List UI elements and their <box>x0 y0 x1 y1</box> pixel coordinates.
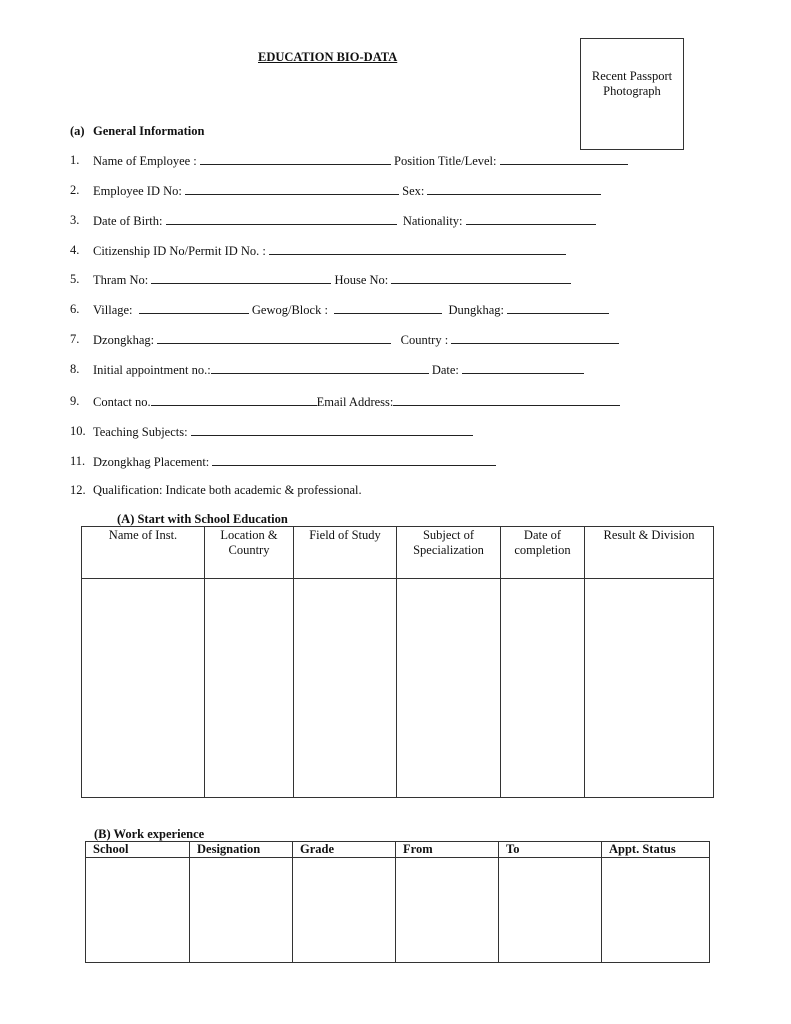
field-number: 8. <box>70 362 80 376</box>
work-experience-table <box>85 841 710 963</box>
dzongkhag-placement-label: Dzongkhag Placement: <box>93 455 210 469</box>
employee-name-field[interactable] <box>200 153 391 165</box>
employee-name-label: Name of Employee : <box>93 154 197 168</box>
thram-no-label: Thram No: <box>93 273 149 287</box>
column-header-grade: Grade <box>293 842 396 858</box>
initial-appointment-field[interactable] <box>211 362 429 374</box>
position-title-label: Position Title/Level: <box>394 154 497 168</box>
dzongkhag-label: Dzongkhag: <box>93 333 155 347</box>
section-tag: (a) <box>70 124 85 138</box>
field-row-date-of-birth <box>93 213 596 229</box>
column-header-field-of-study: Field of Study <box>294 527 397 579</box>
email-address-field[interactable] <box>393 394 620 406</box>
column-header-to: To <box>499 842 602 858</box>
column-header-appt-status: Appt. Status <box>602 842 710 858</box>
field-number: 9. <box>70 394 80 408</box>
table-cell[interactable] <box>205 579 294 798</box>
date-field[interactable] <box>462 362 584 374</box>
field-row-qualification <box>93 483 362 498</box>
field-number: 11. <box>70 454 86 468</box>
field-row-village-gewog-dungkhag <box>93 302 609 318</box>
contact-no-field[interactable] <box>151 394 317 406</box>
table-header-row <box>82 527 714 579</box>
column-header-designation: Designation <box>190 842 293 858</box>
table-cell[interactable] <box>190 858 293 963</box>
column-header-date-of-completion: Date of completion <box>501 527 585 579</box>
column-header-school: School <box>86 842 190 858</box>
field-row-initial-appointment <box>93 362 584 378</box>
dungkhag-label: Dungkhag: <box>448 303 504 317</box>
field-row-dzongkhag-country <box>93 332 619 348</box>
field-number: 2. <box>70 183 80 197</box>
photo-placeholder-text <box>592 69 672 149</box>
table-header-row <box>86 842 710 858</box>
contact-no-label: Contact no. <box>93 395 151 409</box>
field-row-citizenship-id <box>93 243 566 259</box>
house-no-label: House No: <box>334 273 389 287</box>
date-of-birth-field[interactable] <box>166 213 397 225</box>
dzongkhag-placement-field[interactable] <box>212 454 496 466</box>
teaching-subjects-field[interactable] <box>191 424 473 436</box>
photo-label-line1: Recent Passport <box>591 69 673 83</box>
dzongkhag-field[interactable] <box>157 332 391 344</box>
table-row <box>86 858 710 963</box>
section-general-information-heading <box>70 124 204 139</box>
field-row-contact-email <box>93 394 620 410</box>
school-education-heading: (A) Start with School Education <box>117 512 288 526</box>
sex-field[interactable] <box>427 183 601 195</box>
table-cell[interactable] <box>396 858 499 963</box>
field-row-thram-house <box>93 272 571 288</box>
column-header-subject-of-specialization: Subject of Specialization <box>397 527 501 579</box>
gewog-block-label: Gewog/Block : <box>251 303 328 317</box>
table-cell[interactable] <box>501 579 585 798</box>
field-number: 3. <box>70 213 80 227</box>
field-number: 1. <box>70 153 80 167</box>
table-cell[interactable] <box>294 579 397 798</box>
employee-id-field[interactable] <box>185 183 399 195</box>
qualification-instruction: Qualification: Indicate both academic & professional. <box>93 483 362 497</box>
sex-label: Sex: <box>402 184 425 198</box>
nationality-label: Nationality: <box>402 214 463 228</box>
gewog-block-field[interactable] <box>334 302 442 314</box>
nationality-field[interactable] <box>466 213 596 225</box>
citizenship-id-label: Citizenship ID No/Permit ID No. : <box>93 244 266 258</box>
column-header-name-of-inst: Name of Inst. <box>82 527 205 579</box>
table-row <box>82 579 714 798</box>
thram-no-field[interactable] <box>151 272 331 284</box>
column-header-location-country: Location & Country <box>205 527 294 579</box>
citizenship-id-field[interactable] <box>269 243 566 255</box>
table-cell[interactable] <box>293 858 396 963</box>
passport-photo-box <box>580 38 684 150</box>
email-address-label: Email Address: <box>316 395 394 409</box>
initial-appointment-label: Initial appointment no.: <box>93 363 211 377</box>
photo-label-line2: Photograph <box>603 84 661 98</box>
date-of-birth-label: Date of Birth: <box>93 214 163 228</box>
field-number: 4. <box>70 243 80 257</box>
field-number: 12. <box>70 483 86 497</box>
village-label: Village: <box>93 303 133 317</box>
field-row-employee-id <box>93 183 601 199</box>
dungkhag-field[interactable] <box>507 302 609 314</box>
column-header-from: From <box>396 842 499 858</box>
table-cell[interactable] <box>397 579 501 798</box>
table-cell[interactable] <box>82 579 205 798</box>
field-row-teaching-subjects <box>93 424 473 440</box>
field-number: 6. <box>70 302 80 316</box>
field-number: 10. <box>70 424 86 438</box>
teaching-subjects-label: Teaching Subjects: <box>93 425 188 439</box>
form-title: EDUCATION BIO-DATA <box>258 50 398 64</box>
school-education-table <box>81 526 714 798</box>
section-label: General Information <box>93 124 205 138</box>
work-experience-heading: (B) Work experience <box>94 827 205 841</box>
field-row-employee-name <box>93 153 628 169</box>
table-cell[interactable] <box>499 858 602 963</box>
column-header-result-division: Result & Division <box>585 527 714 579</box>
date-label: Date: <box>431 363 459 377</box>
house-no-field[interactable] <box>391 272 571 284</box>
table-cell[interactable] <box>585 579 714 798</box>
field-number: 7. <box>70 332 80 346</box>
field-number: 5. <box>70 272 80 286</box>
country-field[interactable] <box>451 332 619 344</box>
field-row-dzongkhag-placement <box>93 454 496 470</box>
table-cell[interactable] <box>602 858 710 963</box>
country-label: Country : <box>400 333 449 347</box>
table-cell[interactable] <box>86 858 190 963</box>
employee-id-label: Employee ID No: <box>93 184 182 198</box>
position-title-field[interactable] <box>500 153 628 165</box>
village-field[interactable] <box>139 302 249 314</box>
